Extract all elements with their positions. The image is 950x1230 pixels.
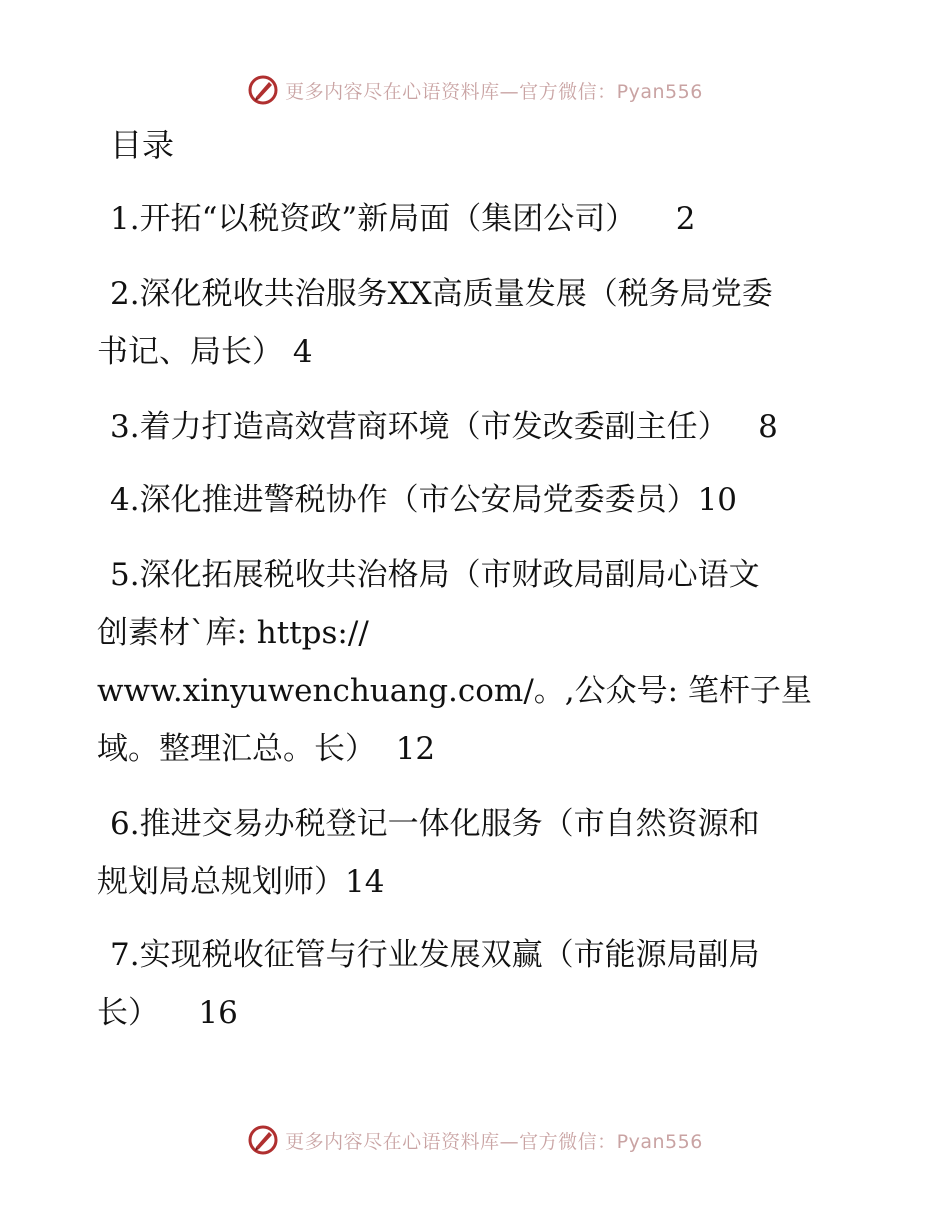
header-watermark-content [247, 74, 703, 106]
toc-entry-2-line-2: 书记、局长） 4 [97, 334, 313, 370]
toc-entry-3: 3.着力打造高效营商环境（市发改委副主任） 8 [110, 409, 778, 445]
pen-circle-logo-icon [247, 1124, 279, 1156]
toc-entry-1: 1.开拓“以税资政”新局面（集团公司） 2 [110, 201, 696, 237]
toc-entry-7-line-2: 长） 16 [97, 995, 238, 1031]
toc-entry-2-line-1: 2.深化税收共治服务XX高质量发展（税务局党委 [110, 276, 773, 312]
toc-entry-7-line-1: 7.实现税收征管与行业发展双赢（市能源局副局 [110, 937, 760, 973]
footer-watermark-banner [0, 1120, 950, 1160]
toc-entry-6-line-1: 6.推进交易办税登记一体化服务（市自然资源和 [110, 806, 760, 842]
footer-watermark-content [247, 1124, 703, 1156]
toc-entry-5-line-1: 5.深化拓展税收共治格局（市财政局副局心语文 [110, 557, 760, 593]
toc-entry-5-line-4: 域。整理汇总。长） 12 [97, 731, 436, 767]
toc-entry-5-line-3: www.xinyuwenchuang.com/。,公众号: 笔杆子星 [97, 673, 812, 709]
toc-entry-4: 4.深化推进警税协作（市公安局党委委员）10 [110, 482, 738, 518]
header-watermark-text: 更多内容尽在心语资料库—官方微信：Pyan556 [285, 80, 703, 103]
footer-watermark-text: 更多内容尽在心语资料库—官方微信：Pyan556 [285, 1130, 703, 1153]
toc-entry-6-line-2: 规划局总规划师）14 [97, 864, 385, 900]
toc-title: 目录 [110, 126, 175, 164]
toc-entry-5-line-2: 创素材`库: https:// [97, 615, 369, 651]
header-watermark-banner [0, 70, 950, 110]
pen-circle-logo-icon [247, 74, 279, 106]
